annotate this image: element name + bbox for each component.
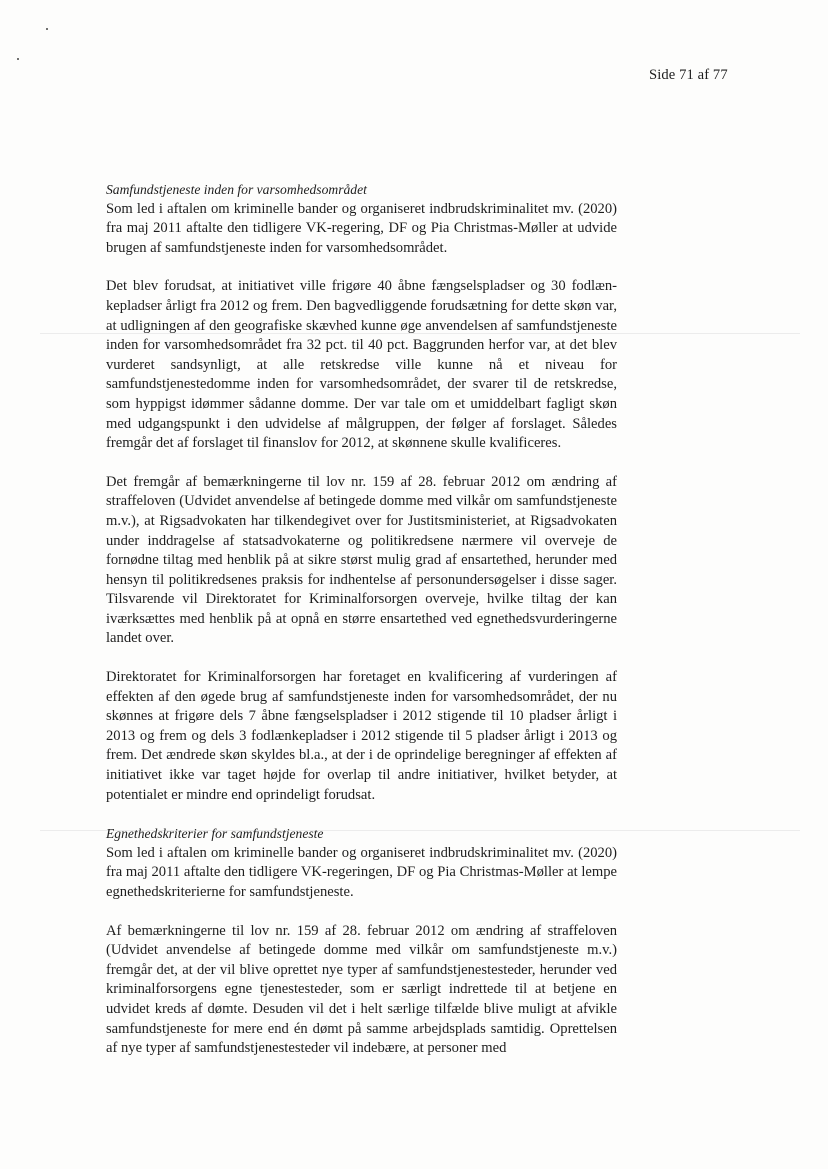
scan-speck	[17, 58, 19, 60]
page-number: Side 71 af 77	[649, 67, 728, 83]
paragraph: Som led i aftalen om kriminelle bander og organiseret indbrudskriminalitet mv. (2020) fra maj 2011 aftalte den tidligere VK-regering, DF og Pia Christmas-Møller at udvide brugen af samfundstjeneste inden for varsomhedsområdet.	[106, 200, 617, 256]
section-heading: Samfundstjeneste inden for varsomhedsområdet	[106, 182, 367, 197]
section-samfundstjeneste-varsomhed	[106, 180, 617, 805]
section-egnethedskriterier	[106, 824, 617, 1059]
scan-speck	[46, 28, 48, 30]
paragraph: Af bemærkningerne til lov nr. 159 af 28. februar 2012 om ændring af straffeloven (Udvidet anvendelse af betingede domme med vilkår om samfundstjeneste m.v.) fremgår det, at der vil blive oprettet nye typer af samfundstjenestesteder, herunder ved kriminalforsorgens egne tjenestesteder, som er særligt indrettede til at betjene en udvidet kreds af dømte. Desuden vil det i helt særlige tilfælde blive muligt at afvikle samfundstjeneste for mere end én dømt på samme arbejdsplads samtidig. Oprettelsen af nye typer af samfundstjenestesteder vil indebære, at personer med	[106, 922, 617, 1057]
document-body	[106, 180, 617, 1078]
paragraph: Det fremgår af bemærkningerne til lov nr. 159 af 28. februar 2012 om ændring af straffeloven (Udvidet anvendelse af betingede domme med vilkår om samfundstjeneste m.v.), at Rigsadvokaten har tilkendegivet over for Justitsministeriet, at Rigsadvokaten under inddragelse af statsadvokaterne og politikredsene nærmere vil overveje de fornødne tiltag med henblik på at sikre størst mulig grad af ensartethed, herunder med hensyn til politikredsenes praksis for indhentelse af personundersøgelser i disse sager. Tilsvarende vil Direktoratet for Kriminalforsorgen overveje, hvilke tiltag der kan iværksættes med henblik på at opnå en større ensartethed ved egnethedsvurderingerne landet over.	[106, 473, 617, 647]
paragraph: Som led i aftalen om kriminelle bander og organiseret indbrudskriminalitet mv. (2020) fra maj 2011 aftalte den tidligere VK-regeringen, DF og Pia Christmas-Møller at lempe egnethedskriterierne for samfundstjeneste.	[106, 844, 617, 900]
paragraph: Det blev forudsat, at initiativet ville frigøre 40 åbne fængselspladser og 30 fodlænkepladser årligt fra 2012 og frem. Den bagvedliggende forudsætning for dette skøn var, at udligningen af den geografiske skævhed kunne øge anvendelsen af samfundstjeneste inden for varsomhedsområdet fra 32 pct. til 40 pct. Baggrunden herfor var, at det blev vurderet sandsynligt, at alle retskredse ville kunne nå et niveau for samfundstjenestedomme inden for varsomhedsområdet, der svarer til de retskredse, som hyppigst idømmer sådanne domme. Der var tale om et umiddelbart fagligt skøn med udgangspunkt i den udvidelse af målgruppen, der følger af forslaget. Således fremgår det af forslaget til finanslov for 2012, at skønnene skulle kvalificeres.	[106, 278, 617, 452]
paragraph: Direktoratet for Kriminalforsorgen har foretaget en kvalificering af vurderingen af effekten af den øgede brug af samfundstjeneste inden for varsomhedsområdet, der nu skønnes at frigøre dels 7 åbne fængselspladser i 2012 stigende til 10 pladser årligt i 2013 og frem og dels 3 fodlænkepladser i 2012 stigende til 5 pladser årligt i 2013 og frem. Det ændrede skøn skyldes bl.a., at der i de oprindelige beregninger af effekten af initiativet ikke var taget højde for overlap til andre initiativer, hvilket betyder, at potentialet er mindre end oprindeligt forudsat.	[106, 669, 617, 803]
section-heading: Egnethedskriterier for samfundstjeneste	[106, 826, 324, 842]
